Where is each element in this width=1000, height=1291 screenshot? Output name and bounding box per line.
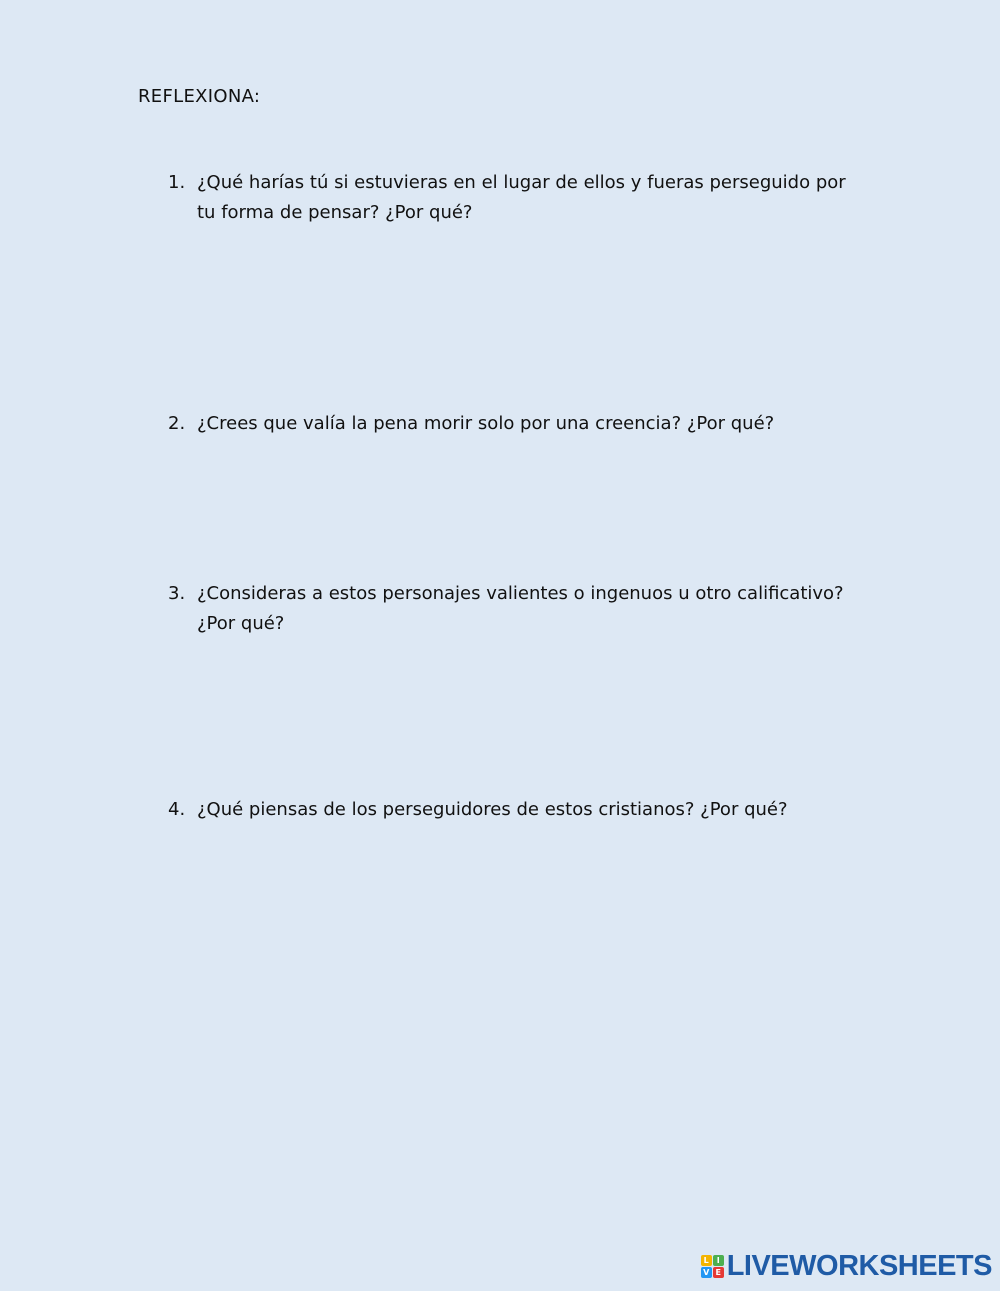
question-text: ¿Crees que valía la pena morir solo por una creencia? ¿Por qué? bbox=[197, 413, 775, 434]
liveworksheets-logo-icon bbox=[701, 1255, 724, 1278]
question-number: 1. bbox=[168, 172, 186, 193]
question-text: ¿Qué harías tú si estuvieras en el lugar de ellos y fueras perseguido por tu forma de pensar? ¿Por qué? bbox=[197, 172, 846, 223]
question-number: 2. bbox=[168, 413, 186, 434]
logo-tile-e: E bbox=[713, 1267, 724, 1278]
brand-wordmark: LIVEWORKSHEETS bbox=[726, 1250, 992, 1282]
logo-tile-i: I bbox=[713, 1255, 724, 1266]
question-text: ¿Consideras a estos personajes valientes o ingenuos u otro calificativo? ¿Por qué? bbox=[197, 583, 844, 634]
question-text: ¿Qué piensas de los perseguidores de estos cristianos? ¿Por qué? bbox=[197, 799, 788, 820]
question-3 bbox=[168, 579, 868, 639]
question-4 bbox=[168, 795, 868, 825]
question-1 bbox=[168, 168, 868, 228]
logo-tile-v: V bbox=[701, 1267, 712, 1278]
liveworksheets-brand bbox=[701, 1250, 992, 1283]
logo-tile-l: L bbox=[701, 1255, 712, 1266]
page-heading: REFLEXIONA: bbox=[138, 86, 261, 107]
question-2 bbox=[168, 409, 868, 439]
question-number: 3. bbox=[168, 583, 186, 604]
question-number: 4. bbox=[168, 799, 186, 820]
